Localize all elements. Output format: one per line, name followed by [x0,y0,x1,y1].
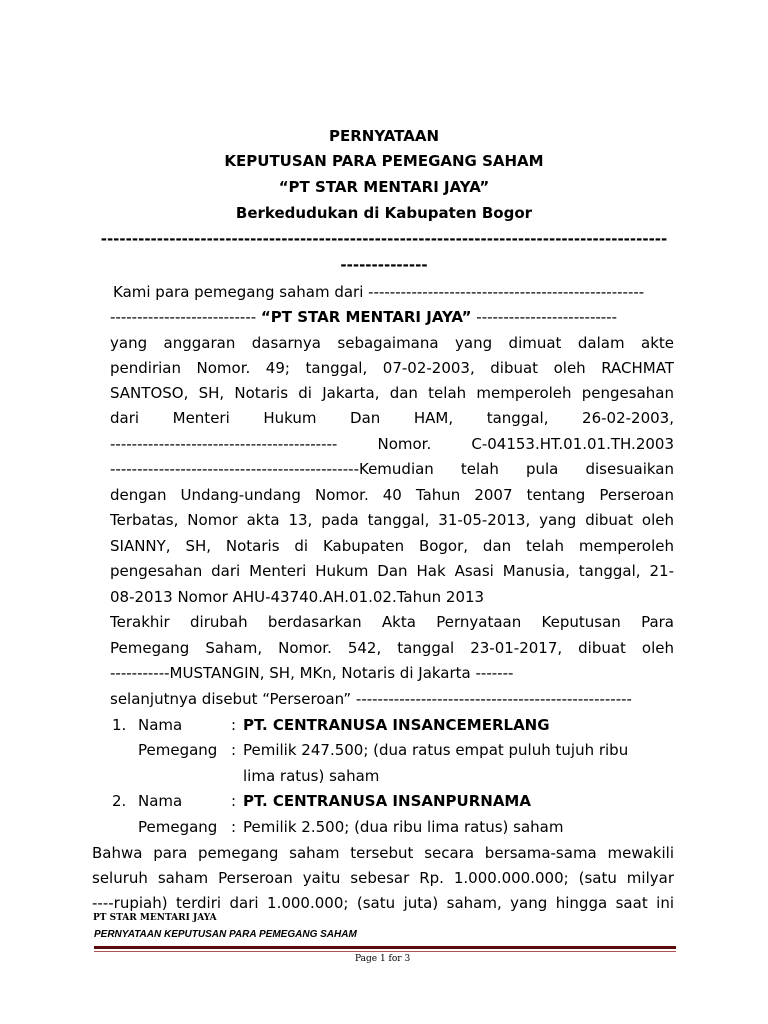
body-line-02-pre: --------------------------- [110,308,261,326]
title-line-3: “PT STAR MENTARI JAYA” [278,178,490,196]
body-line-04: pendirian Nomor. 49; tanggal, 07-02-2003, dibuat oleh RACHMAT [110,359,674,377]
body-line-14: Terakhir dirubah berdasarkan Akta Pernyataan Keputusan Para [110,613,674,631]
body-line-07: ------------------------------------------ Nomor. C-04153.HT.01.01.TH.2003 [110,435,674,453]
shareholder-2-holder-label: Pemegang [138,818,218,836]
body-line-12: pengesahan dari Menteri Hukum Dan Hak Asasi Manusia, tanggal, 21- [110,562,674,580]
shareholder-1-name-label: Nama [138,716,183,734]
shareholder-2-holder-line-1: Pemilik 2.500; (dua ribu lima ratus) saham [243,818,564,836]
shareholder-1-holder-label: Pemegang [138,741,218,759]
shareholder-2-holder-colon: : [231,818,237,836]
shareholder-1-name: PT. CENTRANUSA INSANCEMERLANG [243,716,550,734]
title-line-1: PERNYATAAN [328,127,440,145]
shareholder-2-colon: : [231,792,237,810]
body-line-06: dari Menteri Hukum Dan HAM, tanggal, 26-02-2003, [110,409,674,427]
shareholder-1-holder-line-2: lima ratus) saham [243,767,380,785]
body-line-01: Kami para pemegang saham dari --------------------------------------------------- [113,283,645,301]
shareholder-1-holder-colon: : [231,741,237,759]
shareholder-1-colon: : [231,716,237,734]
footer-rule-thick [94,946,676,949]
title-line-2: KEPUTUSAN PARA PEMEGANG SAHAM [224,152,544,170]
body-line-09: dengan Undang-undang Nomor. 40 Tahun 2007 tentang Perseroan [110,486,674,504]
separator-dashes-a: ------------------------------------------------------------------------------------------- [100,230,668,248]
title-line-4: Berkedudukan di Kabupaten Bogor [235,204,533,222]
closing-line-3: ----rupiah) terdiri dari 1.000.000; (satu juta) saham, yang hingga saat ini [92,894,674,912]
body-line-11: SIANNY, SH, Notaris di Kabupaten Bogor, dan telah memperoleh [110,537,674,555]
body-line-02-post: -------------------------- [471,308,618,326]
body-line-17: selanjutnya disebut “Perseroan” --------------------------------------------------- [110,690,632,708]
body-line-10: Terbatas, Nomor akta 13, pada tanggal, 31-05-2013, yang dibuat oleh [110,511,674,529]
body-line-08: ----------------------------------------------Kemudian telah pula disesuaikan [110,460,674,478]
body-line-05: SANTOSO, SH, Notaris di Jakarta, dan telah memperoleh pengesahan [110,384,674,402]
shareholder-2-number: 2. [112,792,127,810]
closing-line-1: Bahwa para pemegang saham tersebut secara bersama-sama mewakili [92,844,674,862]
shareholder-2-name: PT. CENTRANUSA INSANPURNAMA [243,792,531,810]
body-line-03: yang anggaran dasarnya sebagaimana yang dimuat dalam akte [110,334,674,352]
footer-doc-title: PERNYATAAN KEPUTUSAN PARA PEMEGANG SAHAM [94,929,357,940]
body-line-02 [110,308,617,326]
body-line-16: -----------MUSTANGIN, SH, MKn, Notaris di Jakarta ------- [110,664,514,682]
body-line-13: 08-2013 Nomor AHU-43740.AH.01.02.Tahun 2013 [110,588,485,606]
shareholder-1-number: 1. [112,716,127,734]
separator-dashes-b: -------------- [340,256,428,274]
footer-rule-thin [94,951,676,952]
footer-company: PT STAR MENTARI JAYA [93,913,217,923]
shareholder-2-name-label: Nama [138,792,183,810]
page-number: Page 1 for 3 [355,954,411,964]
shareholder-1-holder-line-1: Pemilik 247.500; (dua ratus empat puluh tujuh ribu [243,741,629,759]
company-name-inline: “PT STAR MENTARI JAYA” [260,308,472,326]
body-line-15: Pemegang Saham, Nomor. 542, tanggal 23-01-2017, dibuat oleh [110,639,674,657]
closing-line-2: seluruh saham Perseroan yaitu sebesar Rp. 1.000.000.000; (satu milyar [92,869,674,887]
